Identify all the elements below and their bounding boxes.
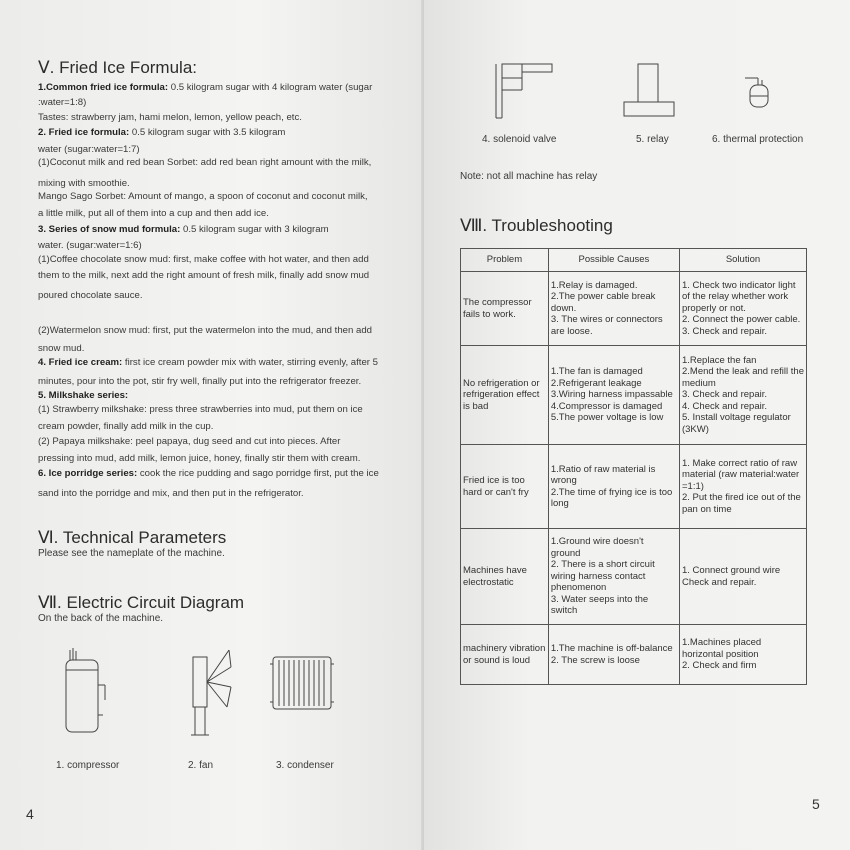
formula-text-span: a little milk, put all of them into a cup and then add ice. [38, 208, 269, 219]
cell-line: hard or can't fry [463, 486, 529, 498]
cell-line: Fried ice is too [463, 475, 525, 486]
cell-line: 1. Connect ground wire [681, 565, 781, 576]
cell-line: 1.The fan is damaged [550, 366, 643, 378]
cell-line: 3. Water seeps into the [550, 593, 649, 605]
cell-line: 3.Wiring harness impassable [550, 389, 673, 401]
cell-line: 1.Machines placed [681, 637, 762, 649]
formula-text-span: Mango Sago Sorbet: Amount of mango, a spoon of coconut and coconut milk, [38, 191, 368, 202]
cell-line: wiring harness contact [550, 570, 646, 582]
table-row [461, 529, 807, 625]
cell-solution [679, 625, 806, 685]
header-problem: Problem [461, 249, 549, 272]
caption-condenser: 3. condenser [276, 760, 334, 771]
cell-causes [548, 346, 679, 445]
formula-line [38, 453, 360, 465]
formula-text-span: (2) Papaya milkshake: peel papaya, dug seed and cut into pieces. After [38, 436, 341, 447]
cell-line: 1.Ratio of raw material is [550, 463, 656, 475]
cell-line: switch [550, 605, 578, 617]
cell-problem [461, 346, 549, 445]
cell-line: fails to work. [463, 308, 516, 320]
cell-solution [679, 445, 806, 529]
cell-line: The compressor [463, 297, 532, 308]
compressor-icon [55, 645, 115, 740]
formula-line [38, 178, 130, 190]
cell-line: 1. Make correct ratio of raw [681, 457, 798, 469]
cell-line: 2. There is a short circuit [550, 559, 655, 571]
formula-text-span: (1) Strawberry milkshake: press three strawberries into mud, put them on ice [38, 404, 363, 415]
section-7-text: On the back of the machine. [38, 613, 164, 624]
formula-heading: 6. Ice porridge series: [38, 468, 138, 479]
formula-text-span: Tastes: strawberry jam, hami melon, lemon, yellow peach, etc. [38, 112, 302, 123]
cell-line: 1.Relay is damaged. [550, 279, 638, 291]
table-row [461, 272, 807, 346]
cell-line: of the relay whether work [681, 291, 789, 303]
cell-line: down. [550, 302, 577, 314]
cell-line: 2. Put the fired ice out of the [681, 492, 801, 504]
formula-heading: 5. Milkshake series: [38, 390, 129, 401]
formula-text-span: sand into the porridge and mix, and then put in the refrigerator. [38, 488, 304, 499]
cell-line: properly or not. [681, 302, 746, 314]
right-page [424, 0, 850, 850]
formula-text-span: mixing with smoothie. [38, 178, 130, 189]
cell-causes [548, 272, 679, 346]
left-page [0, 0, 424, 850]
cell-line: No refrigeration or [463, 377, 540, 389]
fan-icon [185, 645, 235, 740]
cell-line: Check and repair. [681, 576, 757, 588]
cell-line: =1:1) [681, 480, 704, 492]
cell-line: electrostatic [463, 576, 514, 588]
formula-text-span: cook the rice pudding and sago porridge first, put the ice [137, 468, 379, 479]
cell-line: refrigeration effect [463, 389, 540, 401]
cell-line: 2. The screw is loose [550, 654, 640, 666]
cell-line: 5. Install voltage regulator [681, 412, 791, 424]
formula-heading: 3. Series of snow mud formula: [38, 224, 181, 235]
cell-line: 3. Check and repair. [681, 389, 768, 401]
cell-line: 5.The power voltage is low [550, 412, 664, 424]
section-8-title: Ⅷ. Troubleshooting [460, 216, 613, 235]
cell-causes [548, 625, 679, 685]
cell-line: 3. The wires or connectors [550, 314, 663, 326]
cell-solution [679, 529, 806, 625]
formula-line [38, 488, 304, 500]
formula-line [38, 390, 128, 402]
condenser-icon [268, 652, 338, 717]
cell-problem [461, 445, 549, 529]
formula-text-span: poured chocolate sauce. [38, 290, 143, 301]
formula-line [38, 254, 369, 266]
formula-line [38, 325, 372, 337]
cell-line: machinery vibration [463, 643, 546, 654]
formula-text-span: minutes, pour into the pot, stir fry well, finally put into the refrigerator freezer. [38, 376, 362, 387]
caption-compressor: 1. compressor [56, 760, 120, 771]
cell-line: 3. Check and repair. [681, 325, 768, 337]
cell-problem [461, 625, 549, 685]
formula-line [38, 157, 371, 169]
formula-heading: 1.Common fried ice formula: [38, 82, 169, 93]
cell-line: wrong [550, 475, 577, 486]
cell-line: horizontal position [681, 648, 759, 660]
section-6-text: Please see the nameplate of the machine. [38, 548, 225, 559]
cell-line: is bad [463, 400, 489, 412]
cell-line: 2. Connect the power cable. [681, 314, 801, 326]
formula-line [38, 97, 86, 109]
formula-line [38, 144, 140, 156]
table-row [461, 625, 807, 685]
formula-line [38, 240, 142, 252]
troubleshooting-table [460, 248, 807, 685]
cell-line: 1.Replace the fan [681, 354, 757, 366]
cell-line: 4.Compressor is damaged [550, 400, 663, 412]
formula-text-span: (1)Coconut milk and red bean Sorbet: add red bean right amount with the milk, [38, 157, 372, 168]
header-causes: Possible Causes [548, 249, 679, 272]
formula-line [38, 191, 368, 203]
header-solution: Solution [679, 249, 806, 272]
solenoid-valve-icon [488, 58, 568, 128]
table-header-row [461, 249, 807, 272]
formula-line [38, 208, 269, 220]
cell-line: 2.The power cable break [550, 291, 656, 303]
caption-solenoid-valve: 4. solenoid valve [482, 134, 557, 145]
formula-text-span: :water=1:8) [38, 97, 87, 108]
cell-line: 1.The machine is off-balance [550, 643, 673, 654]
formula-line [38, 82, 372, 94]
cell-problem [461, 272, 549, 346]
formula-line [38, 224, 329, 236]
caption-fan: 2. fan [188, 760, 214, 771]
formula-line [38, 436, 340, 448]
cell-line: 2.Refrigerant leakage [550, 377, 642, 389]
cell-line: 2. Check and firm [681, 660, 757, 672]
formula-line [38, 270, 369, 282]
cell-causes [548, 529, 679, 625]
formula-text-span: them to the milk, next add the right amount of fresh milk, finally add snow mud [38, 270, 370, 281]
section-7-title: Ⅶ. Electric Circuit Diagram [38, 593, 245, 612]
cell-line: (3KW) [681, 423, 709, 435]
formula-text-span: 0.5 kilogram sugar with 4 kilogram water (sugar [168, 82, 373, 93]
cell-line: 1. Check two indicator light [681, 279, 796, 291]
formula-text-span: water. (sugar:water=1:6) [38, 240, 142, 251]
cell-line: phenomenon [550, 582, 607, 594]
cell-line: ground [550, 547, 581, 559]
formula-line [38, 357, 378, 369]
cell-line: material (raw material:water [681, 469, 800, 481]
page-number-right: 5 [812, 796, 820, 812]
cell-causes [548, 445, 679, 529]
cell-line: are loose. [550, 325, 593, 337]
cell-line: 4. Check and repair. [681, 400, 768, 412]
formula-text-span: first ice cream powder mix with water, stirring evenly, after 5 [122, 357, 379, 368]
formula-line [38, 376, 361, 388]
page-number-left: 4 [26, 806, 34, 822]
cell-line: medium [681, 377, 716, 389]
table-row [461, 346, 807, 445]
formula-text-span: pressing into mud, add milk, lemon juice, honey, finally stir them with cream. [38, 453, 361, 464]
formula-line [38, 421, 213, 433]
cell-solution [679, 272, 806, 346]
caption-thermal-protection: 6. thermal protection [712, 134, 804, 145]
cell-solution [679, 346, 806, 445]
formula-line [38, 127, 285, 139]
formula-text-span: (1)Coffee chocolate snow mud: first, make coffee with hot water, and then add [38, 254, 369, 265]
cell-problem [461, 529, 549, 625]
caption-relay: 5. relay [636, 134, 669, 145]
formula-text-span: 0.5 kilogram sugar with 3.5 kilogram [129, 127, 286, 138]
formula-text-span: cream powder, finally add milk in the cup. [38, 421, 214, 432]
formula-line [38, 404, 363, 416]
cell-line: or sound is loud [463, 654, 531, 666]
formula-heading: 4. Fried ice cream: [38, 357, 123, 368]
cell-line: 2.The time of frying ice is too [550, 486, 673, 498]
relay-icon [620, 58, 680, 123]
formula-text-span: (2)Watermelon snow mud: first, put the watermelon into the mud, and then add [38, 325, 372, 336]
cell-line: Machines have [463, 565, 527, 576]
formula-line [38, 468, 379, 480]
formula-text-span: 0.5 kilogram sugar with 3 kilogram [180, 224, 329, 235]
section-6-title: Ⅵ. Technical Parameters [38, 528, 227, 547]
formula-text-span: snow mud. [38, 343, 85, 354]
cell-line: 1.Ground wire doesn't [550, 536, 644, 548]
cell-line: long [550, 498, 569, 509]
formula-heading: 2. Fried ice formula: [38, 127, 130, 138]
cell-line: pan on time [681, 503, 732, 515]
formula-text-span: water (sugar:water=1:7) [38, 144, 140, 155]
table-row [461, 445, 807, 529]
cell-line: 2.Mend the leak and refill the [681, 366, 804, 378]
note-text: Note: not all machine has relay [460, 171, 598, 182]
section-5-title: Ⅴ. Fried Ice Formula: [38, 58, 198, 77]
formula-line [38, 290, 143, 302]
thermal-protection-icon [740, 70, 780, 115]
formula-line [38, 112, 302, 124]
formula-line [38, 343, 84, 355]
